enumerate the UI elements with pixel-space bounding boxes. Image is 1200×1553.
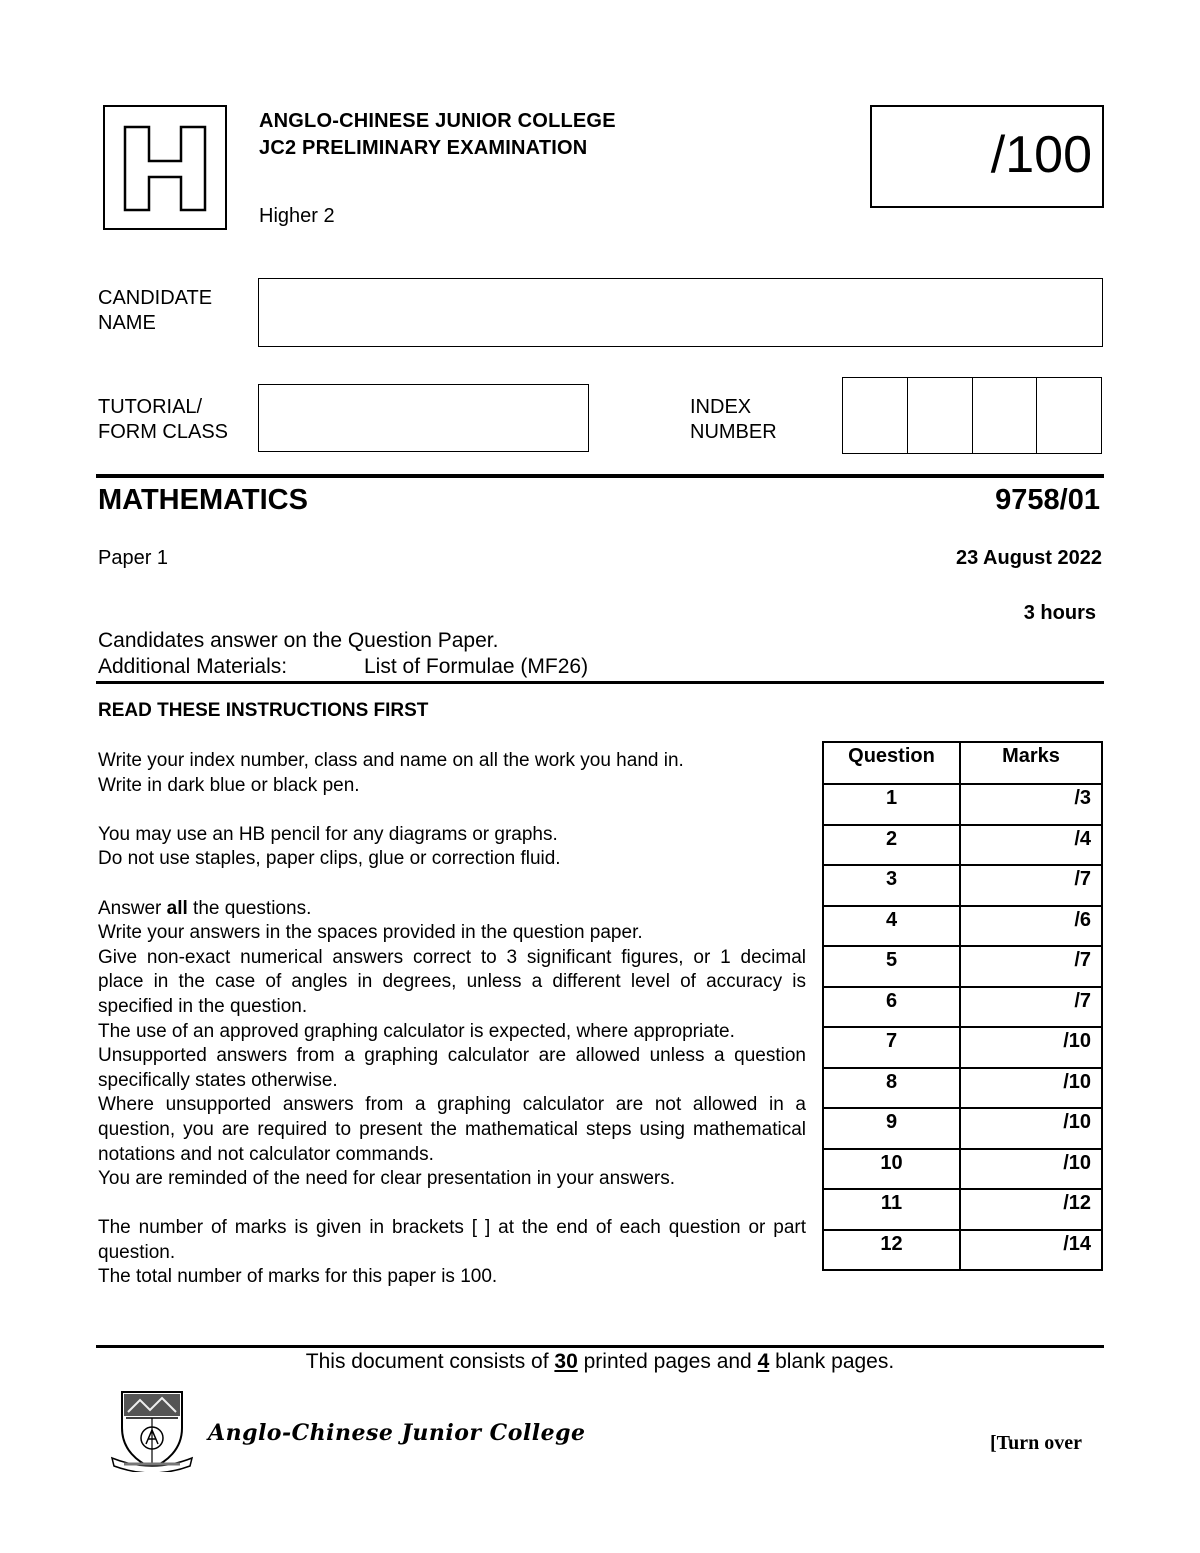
question-marks: /10 <box>960 1149 1102 1190</box>
level-name: Higher 2 <box>259 205 335 227</box>
page-count-note <box>0 1350 1200 1374</box>
question-number: 7 <box>823 1027 960 1068</box>
instruction-line: The total number of marks for this paper is 100. <box>98 1266 498 1288</box>
table-row <box>823 784 1102 825</box>
question-marks: /10 <box>960 1108 1102 1149</box>
instruction-line: The number of marks is given in brackets [ ] at the end of each question or part question. <box>98 1217 806 1263</box>
question-marks: /14 <box>960 1230 1102 1271</box>
question-marks: /12 <box>960 1189 1102 1230</box>
exam-name: JC2 PRELIMINARY EXAMINATION <box>259 137 588 159</box>
level-h-box <box>103 105 227 230</box>
level-h-glyph <box>105 107 225 228</box>
question-number: 9 <box>823 1108 960 1149</box>
instruction-line: Do not use staples, paper clips, glue or correction fluid. <box>98 848 561 870</box>
answer-note: Candidates answer on the Question Paper. <box>98 629 499 652</box>
question-marks: /7 <box>960 987 1102 1028</box>
subject-title: MATHEMATICS <box>98 484 308 516</box>
tutorial-label <box>98 395 228 445</box>
score-box <box>870 105 1104 208</box>
exam-duration: 3 hours <box>1023 602 1096 624</box>
marks-table-header <box>823 742 1102 784</box>
question-number: 8 <box>823 1068 960 1109</box>
page-count-text: printed pages and <box>577 1350 758 1373</box>
instruction-text: the questions. <box>187 897 312 919</box>
question-marks: /4 <box>960 825 1102 866</box>
question-number: 11 <box>823 1189 960 1230</box>
instruction-line: Write in dark blue or black pen. <box>98 774 360 796</box>
candidate-name-label-line2: NAME <box>98 312 156 334</box>
question-number: 12 <box>823 1230 960 1271</box>
college-name: ANGLO-CHINESE JUNIOR COLLEGE <box>259 110 616 132</box>
college-signature: Anglo-Chinese Junior College <box>208 1420 586 1446</box>
paper-number: Paper 1 <box>98 547 169 569</box>
question-marks: /7 <box>960 865 1102 906</box>
question-marks: /6 <box>960 906 1102 947</box>
table-row <box>823 865 1102 906</box>
instructions-heading: READ THESE INSTRUCTIONS FIRST <box>98 700 429 721</box>
index-label-line1: INDEX <box>690 396 752 418</box>
table-row <box>823 1230 1102 1271</box>
question-marks: /3 <box>960 784 1102 825</box>
instruction-line: The use of an approved graphing calculator is expected, where appropriate. <box>98 1020 735 1042</box>
printed-pages-count: 30 <box>554 1350 578 1373</box>
turn-over-note: [Turn over <box>990 1432 1083 1454</box>
table-row <box>823 1068 1102 1109</box>
question-marks: /7 <box>960 946 1102 987</box>
index-label-line2: NUMBER <box>690 421 777 443</box>
materials-value: List of Formulae (MF26) <box>364 655 589 678</box>
instruction-line: Write your index number, class and name on all the work you hand in. <box>98 750 684 771</box>
instruction-line: Write your answers in the spaces provided in the question paper. <box>98 922 643 944</box>
question-number: 3 <box>823 865 960 906</box>
table-row <box>823 1108 1102 1149</box>
college-crest-icon <box>110 1388 194 1472</box>
instruction-line: Unsupported answers from a graphing calculator are allowed unless a question specifically states otherwise. <box>98 1045 806 1091</box>
table-row <box>823 906 1102 947</box>
table-row <box>823 1027 1102 1068</box>
question-marks: /10 <box>960 1068 1102 1109</box>
candidate-name-label <box>98 286 212 336</box>
instruction-line: Where unsupported answers from a graphing calculator are not allowed in a question, you are required to present the mathematical steps using mathematical notations and not calculator commands. <box>98 1094 806 1165</box>
question-number: 4 <box>823 906 960 947</box>
tutorial-class-field[interactable] <box>258 384 589 452</box>
instruction-line <box>98 897 806 922</box>
question-marks: /10 <box>960 1027 1102 1068</box>
page-count-text: This document consists of <box>305 1350 555 1373</box>
table-row <box>823 1149 1102 1190</box>
page-count-text: blank pages. <box>769 1350 895 1373</box>
index-digit-box[interactable] <box>973 378 1038 453</box>
instruction-text: Answer <box>98 897 167 919</box>
instruction-emphasis: all <box>166 897 188 919</box>
divider <box>96 1345 1104 1348</box>
tutorial-label-line1: TUTORIAL/ <box>98 396 203 418</box>
instructions-body <box>98 749 806 1290</box>
exam-date: 23 August 2022 <box>956 547 1102 569</box>
marks-column-header: Marks <box>960 742 1102 784</box>
index-digit-box[interactable] <box>843 378 908 453</box>
candidate-name-field[interactable] <box>258 278 1103 347</box>
marks-table <box>822 741 1103 1271</box>
question-number: 5 <box>823 946 960 987</box>
index-number-field[interactable] <box>842 377 1102 454</box>
divider <box>96 681 1104 684</box>
index-number-label <box>690 395 777 445</box>
instruction-line: Give non-exact numerical answers correct to 3 significant figures, or 1 decimal place in the case of angles in degrees, unless a different level of accuracy is specified in the question. <box>98 946 806 1017</box>
paper-code: 9758/01 <box>995 484 1100 516</box>
materials-label: Additional Materials: <box>98 655 288 678</box>
instruction-line: You may use an HB pencil for any diagrams or graphs. <box>98 823 558 845</box>
candidate-name-label-line1: CANDIDATE <box>98 287 213 309</box>
index-digit-box[interactable] <box>1037 378 1101 453</box>
table-row <box>823 946 1102 987</box>
question-number: 6 <box>823 987 960 1028</box>
score-total: /100 <box>990 126 1092 184</box>
table-row <box>823 987 1102 1028</box>
table-row <box>823 1189 1102 1230</box>
instruction-line: You are reminded of the need for clear presentation in your answers. <box>98 1168 676 1190</box>
index-digit-box[interactable] <box>908 378 973 453</box>
tutorial-label-line2: FORM CLASS <box>98 421 229 443</box>
question-number: 10 <box>823 1149 960 1190</box>
question-column-header: Question <box>823 742 960 784</box>
question-number: 2 <box>823 825 960 866</box>
question-number: 1 <box>823 784 960 825</box>
blank-pages-count: 4 <box>757 1350 770 1373</box>
table-row <box>823 825 1102 866</box>
divider <box>96 474 1104 478</box>
